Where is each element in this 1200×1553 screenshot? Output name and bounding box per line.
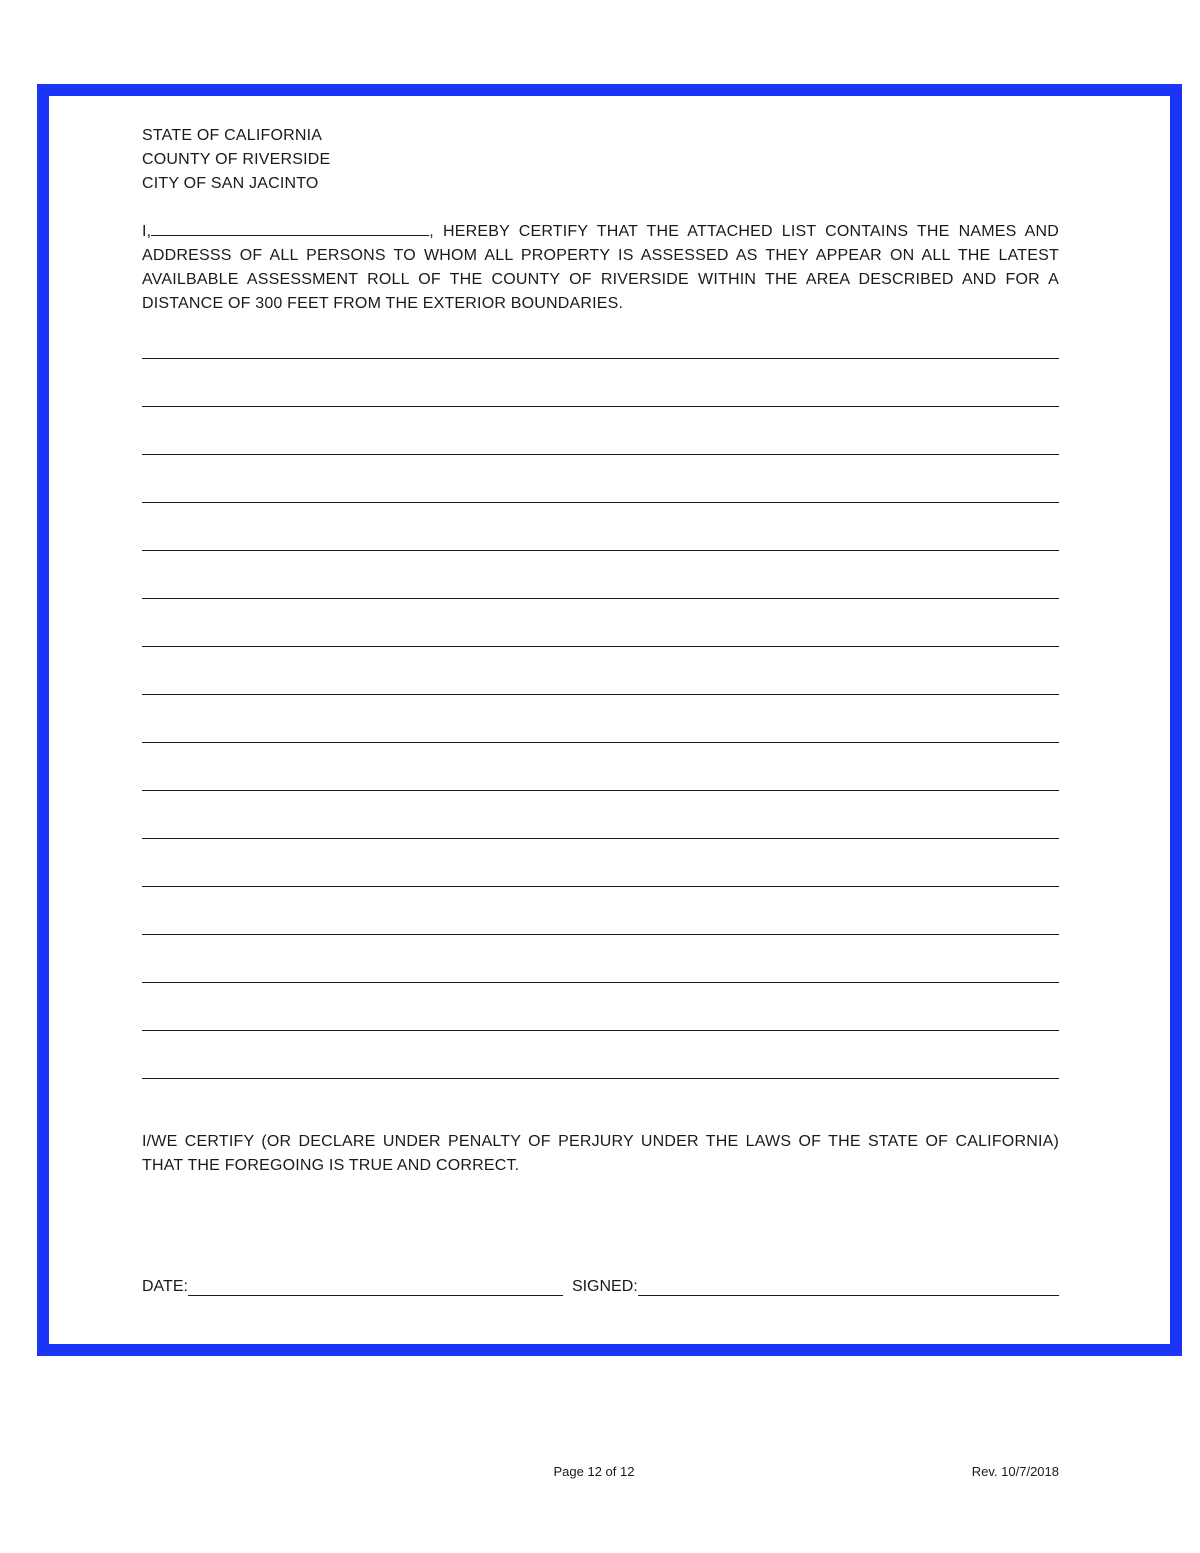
owner-list-line[interactable] [142,886,1059,887]
signature-field[interactable] [638,1275,1059,1296]
owner-list-line[interactable] [142,550,1059,551]
perjury-declaration [142,1130,1059,1178]
owner-list-line[interactable] [142,406,1059,407]
owner-list-line[interactable] [142,502,1059,503]
owner-list-line[interactable] [142,742,1059,743]
owner-list-line[interactable] [142,934,1059,935]
owner-list-line[interactable] [142,454,1059,455]
date-label: DATE: [142,1278,188,1295]
certification-prefix: I, [142,223,152,240]
certifier-name-field[interactable] [151,220,429,236]
owner-list-line[interactable] [142,646,1059,647]
city-line: CITY OF SAN JACINTO [142,175,319,192]
certification-text: , HEREBY CERTIFY THAT THE ATTACHED LIST CONTAINS THE NAMES AND ADDRESSS OF ALL PERSONS TO WHOM ALL PROPERTY IS ASSESSED AS THEY APPEAR ON ALL THE LATEST AVAILBABLE ASSESSMENT ROLL OF THE COUNTY OF RIVERSIDE WITHIN THE AREA DESCRIBED AND FOR A DISTANCE OF 300 FEET FROM THE EXTERIOR BOUNDARIES. [142,223,1059,312]
page-number: Page 12 of 12 [553,1464,635,1479]
revision-date: Rev. 10/7/2018 [971,1464,1059,1479]
owner-list-line[interactable] [142,838,1059,839]
date-field[interactable] [188,1275,563,1296]
owner-list-line[interactable] [142,358,1059,359]
certification-paragraph [142,220,1059,316]
owner-list-line[interactable] [142,598,1059,599]
signature-row [142,1272,1059,1296]
jurisdiction-header [142,124,1059,196]
owner-list-line[interactable] [142,1078,1059,1079]
county-line: COUNTY OF RIVERSIDE [142,151,331,168]
owner-list-line[interactable] [142,694,1059,695]
owner-list-line[interactable] [142,1030,1059,1031]
owner-list-line[interactable] [142,790,1059,791]
owner-list-line[interactable] [142,982,1059,983]
signed-label: SIGNED: [571,1278,638,1295]
state-line: STATE OF CALIFORNIA [142,127,323,144]
declaration-text: I/WE CERTIFY (OR DECLARE UNDER PENALTY OF PERJURY UNDER THE LAWS OF THE STATE OF CALIFORNIA) THAT THE FOREGOING IS TRUE AND CORRECT. [142,1133,1059,1174]
